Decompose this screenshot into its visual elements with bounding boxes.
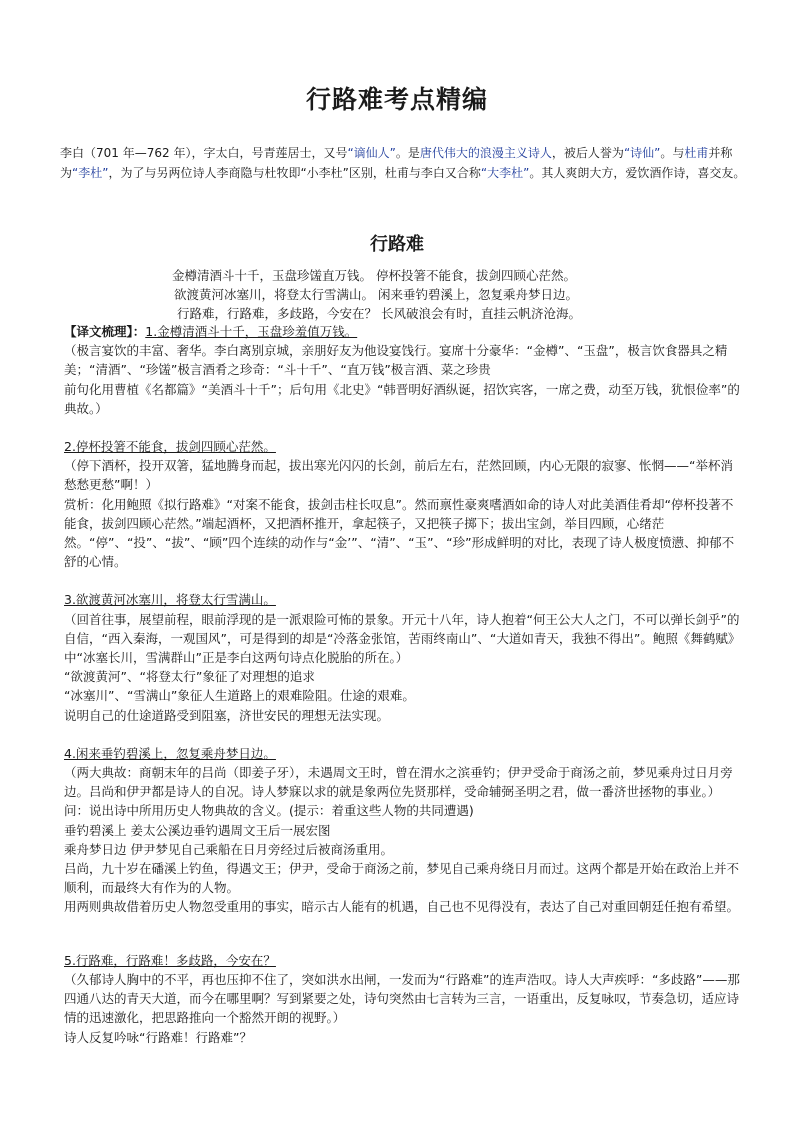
note-heading-1: 1.金樽清酒斗十千，玉盘珍羞值万钱。: [145, 324, 358, 339]
note-paragraph: “欲渡黄河”、“将登太行”象征了对理想的追求: [64, 669, 315, 685]
note-heading-5: 5.行路难，行路难！多歧路，今安在？: [64, 952, 276, 968]
note-paragraph: 吕尚，九十岁在磻溪上钓鱼，得遇文王；伊尹，受命于商汤之前，梦见自己乘舟绕日月而过。这两个都是开始在政治上并不顺利，而最终大有作为的人物。: [64, 861, 740, 896]
note-paragraph: 说明自己的仕途道路受到阻塞，济世安民的理想无法实现。: [64, 707, 390, 723]
intro-text: 。其人爽朗大方，爱饮酒作诗，喜交友。: [529, 166, 746, 180]
poem-title: 行路难: [370, 234, 424, 255]
intro-text: 并称为: [60, 146, 733, 180]
intro-highlight: “诗仙”: [623, 146, 661, 160]
note-paragraph: （极言宴饮的丰富、奢华。李白离别京城，亲朋好友为他设宴饯行。宴席十分豪华：“金樽”、“玉盘”，极言饮食器具之精美；“清酒”、“珍馐”极言酒肴之珍奇：“斗十千”、“直万钱”极言酒、菜之珍贵: [64, 343, 728, 378]
author-intro: [60, 143, 750, 183]
note-heading-2: 2.停杯投箸不能食，拔剑四顾心茫然。: [64, 439, 276, 455]
poem-line: 欲渡黄河冰塞川，将登太行雪满山。 闲来垂钓碧溪上，忽复乘舟梦日边。: [174, 287, 578, 302]
note-paragraph: 用两则典故借着历史人物忽受重用的事实，暗示古人能有的机遇，自己也不见得没有，表达了自己对重回朝廷任抱有希望。: [64, 899, 740, 915]
note-paragraph: （两大典故：商朝末年的吕尚（即姜子牙），未遇周文王时，曾在渭水之滨垂钓；伊尹受命于商汤之前，梦见乘舟过日月旁边。吕尚和伊尹都是诗人的自况。诗人梦寐以求的就是象两位先贤那样，受命辅弼圣明之君，做一番济世拯物的事业。）: [64, 765, 733, 800]
note-paragraph: 赏析：化用鲍照《拟行路难》“对案不能食，拔剑击柱长叹息”。然而禀性豪爽嗜酒如命的诗人对此美酒佳肴却“停杯投著不能食，拔剑四顾心茫然。”端起酒杯，又把酒杯推开，拿起筷子，又把筷子掷下；拔出宝剑，举目四顾，心绪茫然。“停”、“投”、“拔”、“顾”四个连续的动作与“金’”、“清”、“玉”、“珍”形成鲜明的对比，表现了诗人极度愤懑、抑郁不舒的心情。: [64, 496, 735, 570]
intro-text: ，被后人誉为: [551, 146, 624, 160]
intro-text: ，为了与另两位诗人李商隐与杜牧即“小李杜”区别，杜甫与李白又合称: [108, 166, 481, 180]
note-paragraph: 诗人反复吟咏“行路难！行路难”？: [64, 1029, 252, 1045]
intro-highlight: “李杜”: [72, 166, 109, 180]
notes-section: [64, 322, 744, 1047]
note-heading-row: [64, 322, 744, 341]
note-paragraph: 前句化用曹植《名都篇》“美酒斗十千”；后句用《北史》“韩晋明好酒纵诞，招饮宾客，一席之费，动至万钱，犹恨俭率”的典故。）: [64, 381, 740, 416]
note-paragraph: （回首往事，展望前程，眼前浮现的是一派艰险可怖的景象。开元十八年，诗人抱着“何王公大人之门，不可以弹长剑乎”的自信，“西入秦海，一观国风”，可是得到的却是“冷落金张馆，苦雨终南山”、“大道如青天，我独不得出”。鲍照《舞鹤赋》中“冰塞长川，雪满群山”正是李白这两句诗点化脱胎的所在。）: [64, 611, 741, 666]
note-paragraph: “冰塞川”、“雪满山”象征人生道路上的艰难险阻。仕途的艰难。: [64, 688, 415, 704]
poem-text: [172, 266, 581, 323]
intro-text: 。与: [660, 146, 685, 160]
note-paragraph: 乘舟梦日边 伊尹梦见自己乘船在日月旁经过后被商汤重用。: [64, 841, 393, 857]
intro-text: 李白（701 年—762 年），字太白，号青莲居士，又号: [60, 146, 348, 160]
note-heading-4: 4.闲来垂钓碧溪上，忽复乘舟梦日边。: [64, 745, 276, 761]
note-paragraph: （久郁诗人胸中的不平，再也压抑不住了，突如洪水出闸，一发而为“行路难”的连声浩叹。诗人大声疾呼：“多歧路”——那四通八达的青天大道，而今在哪里啊？写到紧要之处，诗句突然由七言转为三言，一语重出，反复咏叹，节奏急切，适应诗情的迅速激化，把思路推向一个豁然开朗的视野。）: [64, 971, 740, 1026]
document-title: 行路难考点精编: [305, 85, 488, 114]
intro-highlight: “谪仙人”: [347, 146, 396, 160]
intro-text: 。是: [395, 146, 420, 160]
intro-highlight: 唐代伟大的浪漫主义诗人: [419, 146, 552, 160]
intro-highlight: “大李杜”: [480, 166, 530, 180]
notes-label: 【译文梳理】：: [64, 324, 146, 339]
intro-highlight: 杜甫: [684, 146, 709, 160]
note-paragraph: 问：说出诗中所用历史人物典故的含义。(提示：着重这些人物的共同遭遇): [64, 803, 474, 819]
note-paragraph: （停下酒杯，投开双箸，猛地腾身而起，拔出寒光闪闪的长剑，前后左右，茫然回顾，内心无限的寂寥、怅惘——“举杯消愁愁更愁”啊！）: [64, 458, 733, 493]
poem-line: 金樽清酒斗十千，玉盘珍馐直万钱。 停杯投箸不能食，拔剑四顾心茫然。: [172, 268, 576, 283]
note-heading-3: 3.欲渡黄河冰塞川，将登太行雪满山。: [64, 592, 276, 608]
poem-line: 行路难，行路难，多歧路，今安在？ 长风破浪会有时，直挂云帆济沧海。: [177, 306, 581, 321]
note-paragraph: 垂钓碧溪上 姜太公溪边垂钓遇周文王后一展宏图: [64, 822, 331, 838]
